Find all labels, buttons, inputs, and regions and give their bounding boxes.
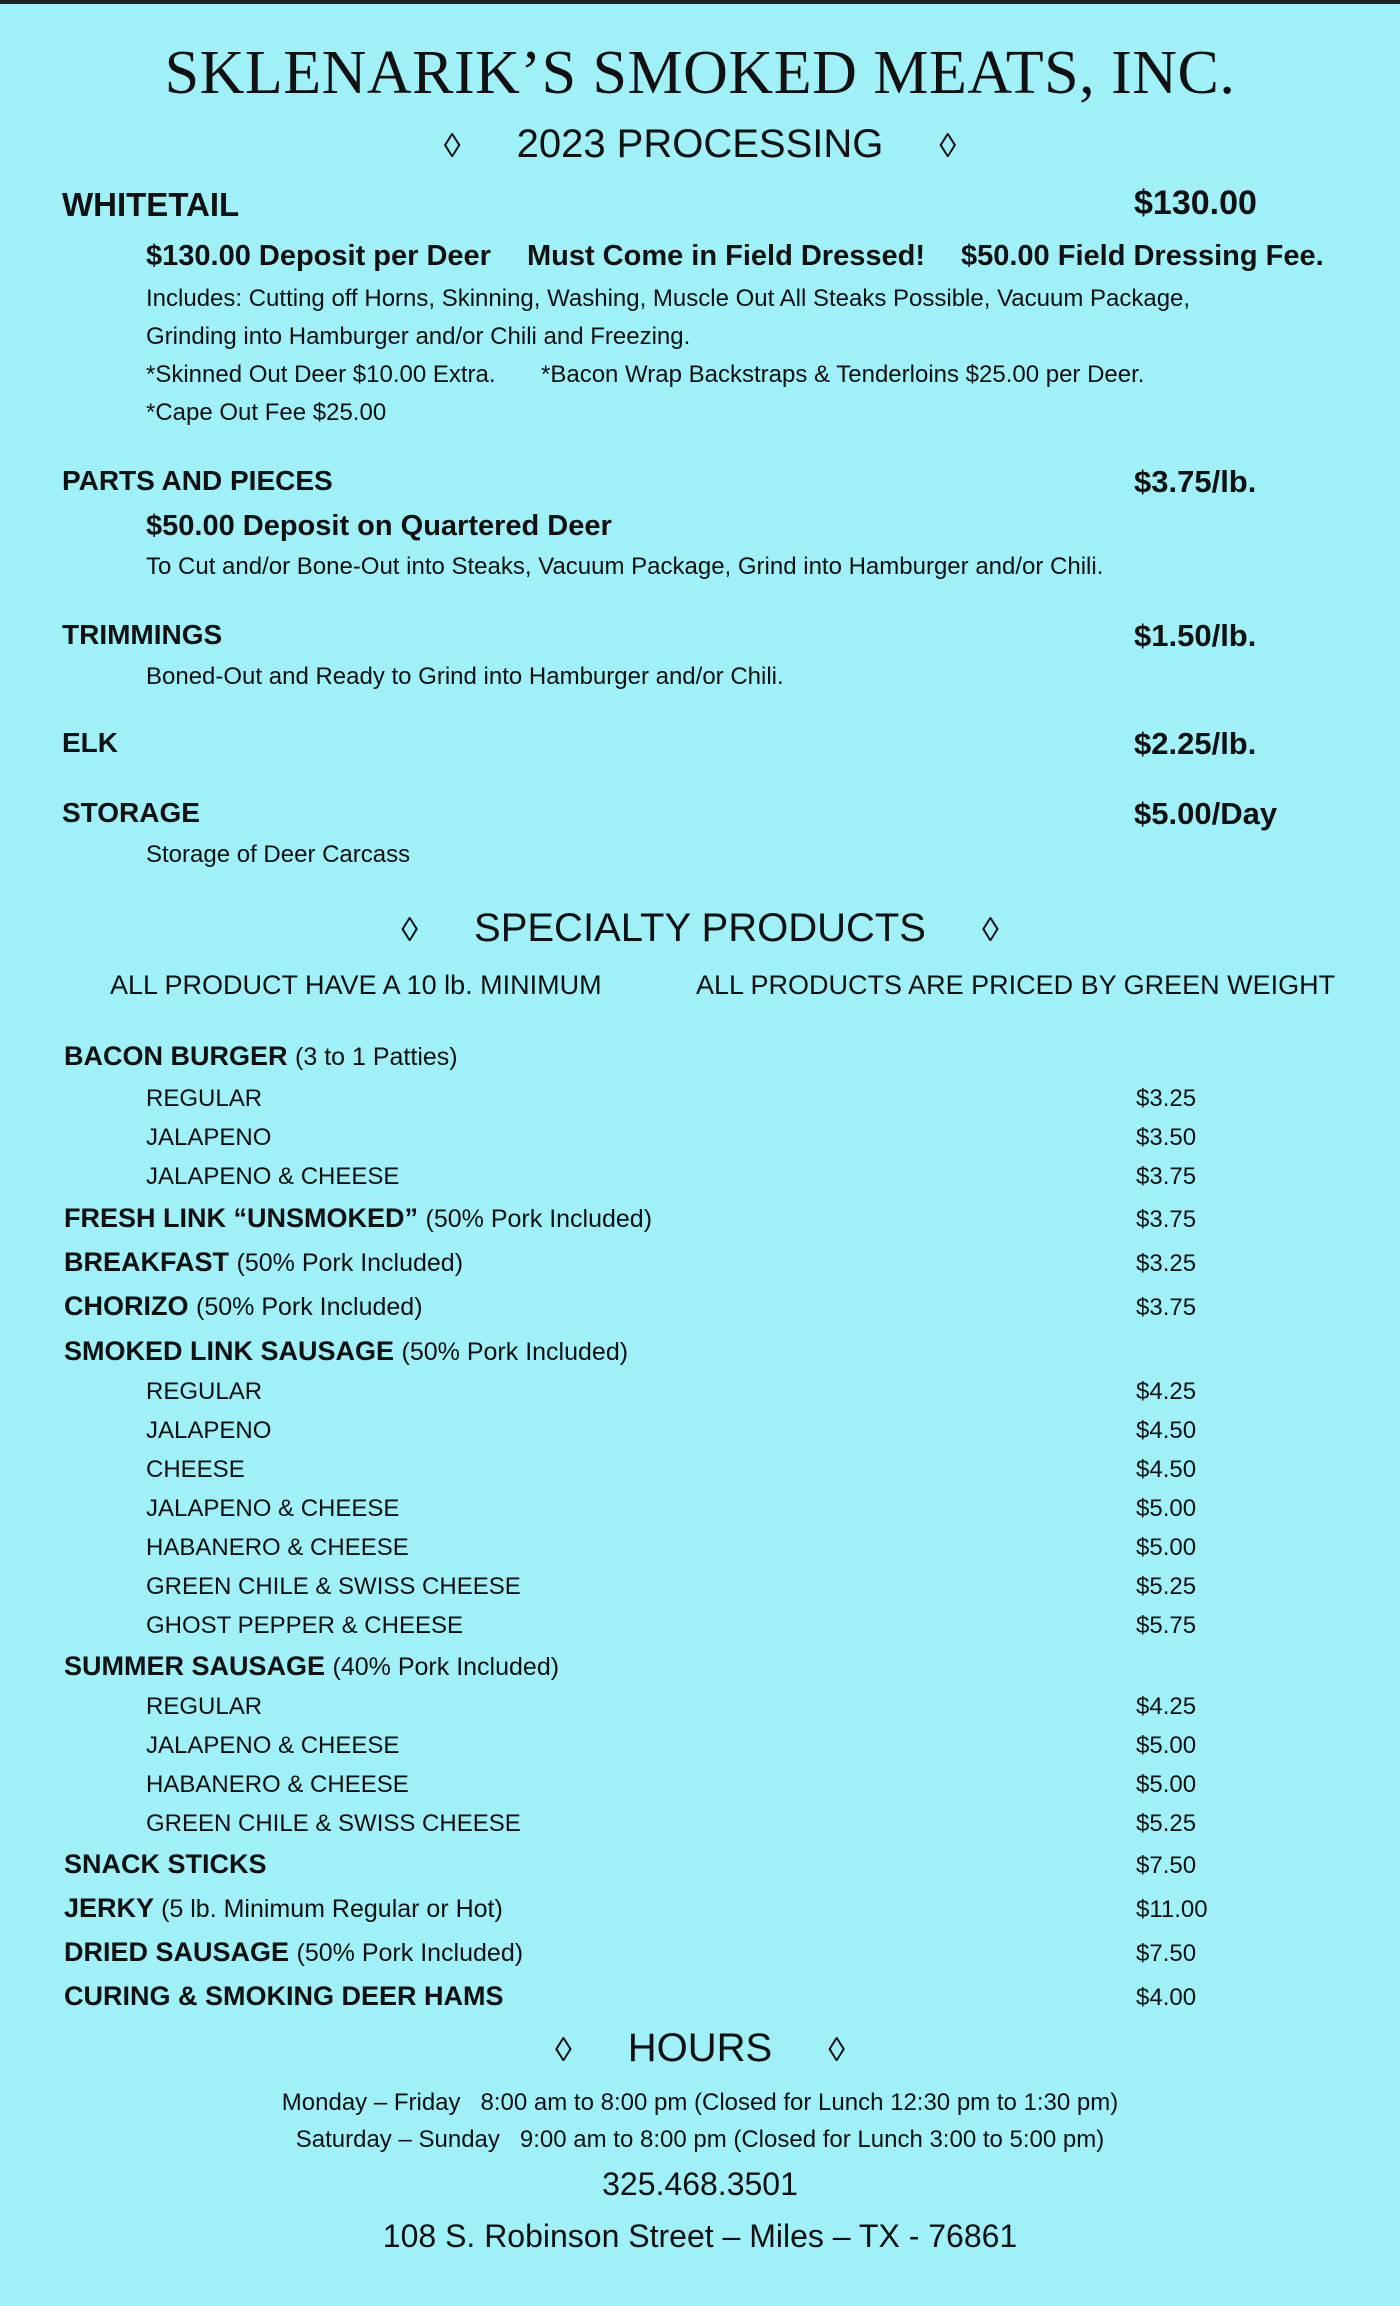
list-item: CHEESE	[146, 1456, 245, 1483]
list-item: REGULAR	[146, 1085, 263, 1112]
bacon-burger-name: BACON BURGER	[64, 1041, 288, 1071]
chorizo-note: (50% Pork Included)	[196, 1293, 423, 1321]
fresh-link-price: $3.75	[1136, 1206, 1197, 1233]
whitetail-deposit: $130.00 Deposit per Deer	[146, 240, 491, 272]
processing-heading	[0, 122, 1400, 167]
jerky-name: JERKY	[64, 1893, 154, 1923]
jerky-note: (5 lb. Minimum Regular or Hot)	[161, 1895, 503, 1923]
chorizo-price: $3.75	[1136, 1294, 1197, 1321]
chorizo-label	[64, 1291, 423, 1322]
chorizo-name: CHORIZO	[64, 1291, 189, 1321]
storage-desc: Storage of Deer Carcass	[146, 841, 411, 868]
processing-heading-text: 2023 PROCESSING	[516, 122, 884, 166]
smoked-link-label	[64, 1336, 628, 1367]
diamond-icon: ◊	[981, 911, 999, 949]
dried-sausage-note: (50% Pork Included)	[296, 1939, 524, 1967]
item-price: $3.75	[1136, 1163, 1197, 1190]
list-item: JALAPENO & CHEESE	[146, 1163, 400, 1190]
diamond-icon: ◊	[443, 127, 461, 165]
snack-sticks-label: SNACK STICKS	[64, 1849, 267, 1879]
curing-price: $4.00	[1136, 1984, 1197, 2011]
diamond-icon: ◊	[554, 2031, 572, 2069]
whitetail-deposit-line	[146, 240, 1324, 273]
whitetail-cape-note: *Cape Out Fee $25.00	[146, 399, 387, 426]
fresh-link-note: (50% Pork Included)	[425, 1205, 653, 1233]
item-price: $5.00	[1136, 1534, 1197, 1561]
whitetail-dressing-fee: $50.00 Field Dressing Fee.	[960, 240, 1324, 272]
summer-sausage-label	[64, 1651, 559, 1682]
diamond-icon: ◊	[939, 127, 957, 165]
trimmings-label: TRIMMINGS	[62, 619, 223, 650]
page-title: SKLENARIK’S SMOKED MEATS, INC.	[164, 39, 1236, 107]
list-item: REGULAR	[146, 1693, 263, 1720]
list-item: GREEN CHILE & SWISS CHEESE	[146, 1810, 521, 1837]
breakfast-name: BREAKFAST	[64, 1247, 230, 1277]
summer-sausage-note: (40% Pork Included)	[332, 1653, 560, 1681]
bacon-burger-note: (3 to 1 Patties)	[295, 1043, 458, 1071]
whitetail-price: $130.00	[1134, 184, 1257, 222]
phone-number: 325.468.3501	[602, 2166, 798, 2202]
breakfast-price: $3.25	[1136, 1250, 1197, 1277]
list-item: GREEN CHILE & SWISS CHEESE	[146, 1573, 521, 1600]
list-item: JALAPENO	[146, 1124, 272, 1151]
weekend-hours: Saturday – Sunday 9:00 am to 8:00 pm (Closed for Lunch 3:00 to 5:00 pm)	[295, 2126, 1105, 2153]
parts-deposit: $50.00 Deposit on Quartered Deer	[146, 510, 612, 542]
top-border	[0, 0, 1400, 4]
bacon-burger-label	[64, 1041, 458, 1072]
minimum-notice: ALL PRODUCT HAVE A 10 lb. MINIMUM	[110, 970, 602, 1000]
parts-price: $3.75/lb.	[1134, 464, 1257, 499]
dried-sausage-label	[64, 1937, 523, 1968]
whitetail-field-dressed: Must Come in Field Dressed!	[526, 240, 925, 272]
parts-label: PARTS AND PIECES	[62, 465, 333, 496]
item-price: $5.00	[1136, 1495, 1197, 1522]
item-price: $3.50	[1136, 1124, 1197, 1151]
elk-price: $2.25/lb.	[1134, 726, 1257, 761]
list-item: REGULAR	[146, 1378, 263, 1405]
list-item: JALAPENO & CHEESE	[146, 1495, 400, 1522]
item-price: $5.00	[1136, 1732, 1197, 1759]
specialty-heading-text: SPECIALTY PRODUCTS	[474, 906, 926, 950]
item-price: $5.25	[1136, 1810, 1197, 1837]
diamond-icon: ◊	[401, 911, 419, 949]
item-price: $4.50	[1136, 1417, 1197, 1444]
list-item: HABANERO & CHEESE	[146, 1534, 409, 1561]
item-price: $5.75	[1136, 1612, 1197, 1639]
whitetail-bacon-wrap-note: *Bacon Wrap Backstraps & Tenderloins $25.00 per Deer.	[541, 361, 1145, 388]
green-weight-notice: ALL PRODUCTS ARE PRICED BY GREEN WEIGHT	[696, 970, 1336, 1000]
item-price: $4.25	[1136, 1693, 1197, 1720]
item-price: $4.25	[1136, 1378, 1197, 1405]
dried-sausage-name: DRIED SAUSAGE	[64, 1937, 290, 1967]
whitetail-skinned-note: *Skinned Out Deer $10.00 Extra.	[146, 361, 496, 388]
whitetail-includes-2: Grinding into Hamburger and/or Chili and Freezing.	[146, 323, 691, 350]
parts-desc: To Cut and/or Bone-Out into Steaks, Vacuum Package, Grind into Hamburger and/or Chili.	[146, 553, 1104, 580]
hours-heading	[0, 2026, 1400, 2071]
snack-sticks-price: $7.50	[1136, 1852, 1197, 1879]
weekday-hours: Monday – Friday 8:00 am to 8:00 pm (Closed for Lunch 12:30 pm to 1:30 pm)	[281, 2089, 1119, 2116]
trimmings-price: $1.50/lb.	[1134, 618, 1257, 653]
item-price: $5.00	[1136, 1771, 1197, 1798]
dried-sausage-price: $7.50	[1136, 1940, 1197, 1967]
trimmings-desc: Boned-Out and Ready to Grind into Hamburger and/or Chili.	[146, 663, 784, 690]
curing-label: CURING & SMOKING DEER HAMS	[64, 1981, 504, 2011]
fresh-link-label	[64, 1203, 652, 1234]
list-item: HABANERO & CHEESE	[146, 1771, 409, 1798]
jerky-label	[64, 1893, 503, 1924]
specialty-heading	[0, 906, 1400, 951]
item-price: $4.50	[1136, 1456, 1197, 1483]
elk-label: ELK	[62, 727, 118, 758]
list-item: JALAPENO	[146, 1417, 272, 1444]
storage-price: $5.00/Day	[1134, 796, 1278, 831]
list-item: GHOST PEPPER & CHEESE	[146, 1612, 463, 1639]
breakfast-note: (50% Pork Included)	[236, 1249, 464, 1277]
fresh-link-name: FRESH LINK “UNSMOKED”	[64, 1203, 419, 1233]
storage-label: STORAGE	[62, 797, 200, 828]
item-price: $3.25	[1136, 1085, 1197, 1112]
hours-heading-text: HOURS	[627, 2026, 773, 2070]
smoked-link-name: SMOKED LINK SAUSAGE	[64, 1336, 395, 1366]
diamond-icon: ◊	[828, 2031, 846, 2069]
jerky-price: $11.00	[1136, 1896, 1208, 1923]
list-item: JALAPENO & CHEESE	[146, 1732, 400, 1759]
whitetail-label: WHITETAIL	[62, 186, 240, 223]
breakfast-label	[64, 1247, 463, 1278]
whitetail-includes-1: Includes: Cutting off Horns, Skinning, Washing, Muscle Out All Steaks Possible, Vacuum Package,	[146, 285, 1191, 312]
smoked-link-note: (50% Pork Included)	[401, 1338, 629, 1366]
address: 108 S. Robinson Street – Miles – TX - 76861	[382, 2218, 1018, 2254]
item-price: $5.25	[1136, 1573, 1197, 1600]
summer-sausage-name: SUMMER SAUSAGE	[64, 1651, 326, 1681]
